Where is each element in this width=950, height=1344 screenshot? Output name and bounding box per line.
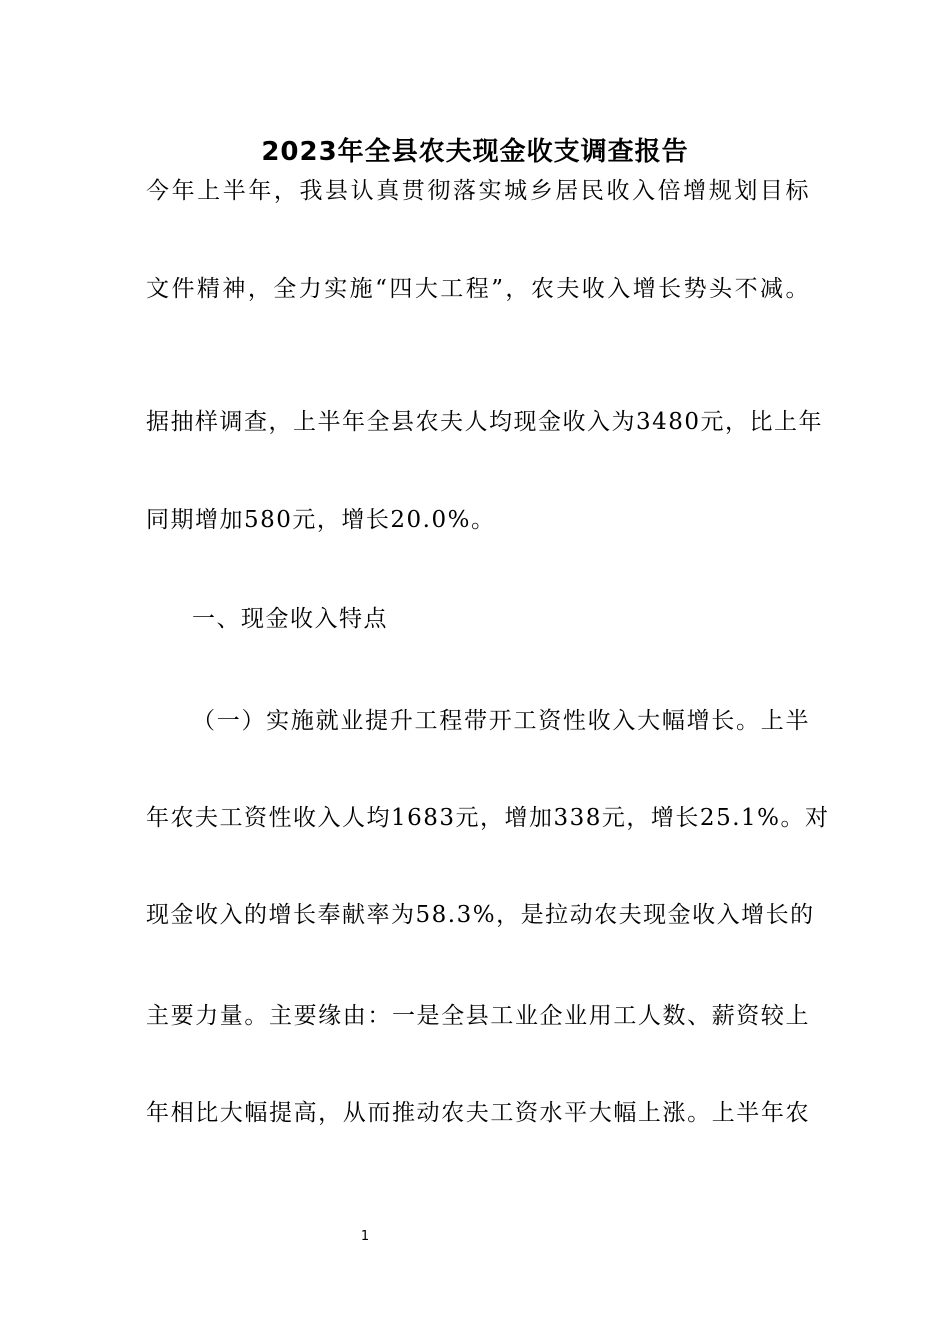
paragraph-line: 现金收入的增长奉献率为58.3%，是拉动农夫现金收入增长的: [146, 902, 815, 928]
paragraph-line: 今年上半年，我县认真贯彻落实城乡居民收入倍增规划目标: [146, 178, 810, 204]
document-title: 2023年全县农夫现金收支调查报告: [261, 137, 689, 167]
paragraph-line: 同期增加580元，增长20.0%。: [146, 507, 496, 533]
subsection-heading-line: （一）实施就业提升工程带开工资性收入大幅增长。上半: [192, 708, 810, 734]
paragraph-line: 据抽样调查，上半年全县农夫人均现金收入为3480元，比上年: [146, 409, 824, 435]
page-number: 1: [360, 1229, 370, 1244]
paragraph-line: 主要力量。主要缘由：一是全县工业企业用工人数、薪资较上: [146, 1003, 810, 1029]
paragraph-line: 年农夫工资性收入人均1683元，增加338元，增长25.1%。对: [146, 805, 830, 831]
paragraph-line: 文件精神，全力实施“四大工程”，农夫收入增长势头不减。: [146, 276, 810, 302]
paragraph-line: 年相比大幅提高，从而推动农夫工资水平大幅上涨。上半年农: [146, 1100, 810, 1126]
section-heading: 一、现金收入特点: [192, 606, 388, 632]
